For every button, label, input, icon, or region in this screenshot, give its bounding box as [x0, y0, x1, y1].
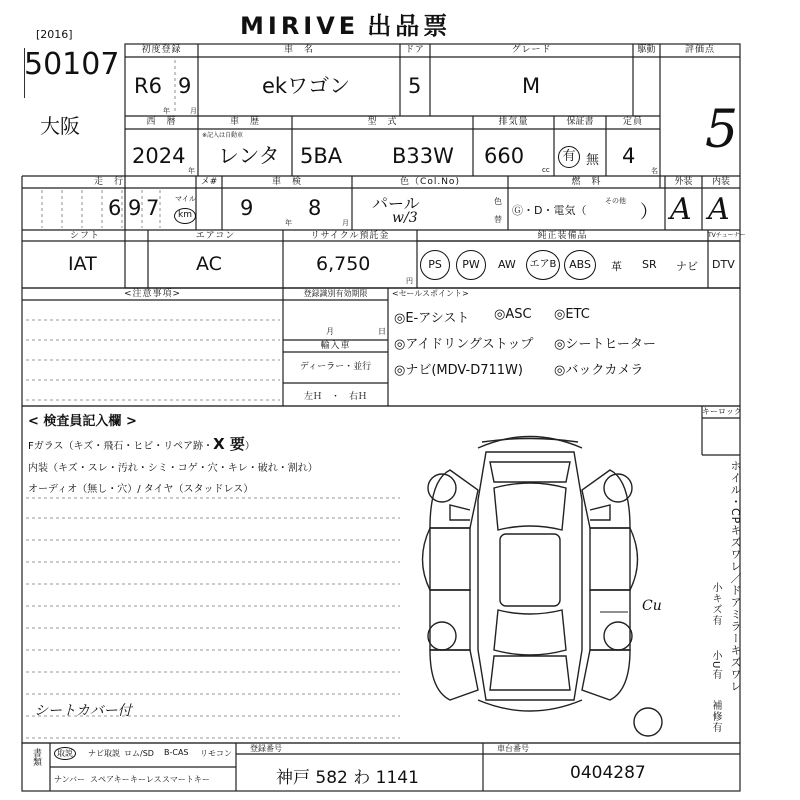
lot-margin-line — [24, 48, 26, 98]
first-reg-tsuki: 月 — [190, 107, 197, 115]
usage-note: ※記入は自動車 — [202, 132, 244, 139]
label-inspection: 車 検 — [271, 177, 302, 187]
warranty-yes: 有 — [558, 146, 580, 168]
equip-airbag: エアB — [526, 250, 560, 280]
wheel-front-left — [428, 474, 456, 502]
caution-label: <注意事項> — [123, 289, 182, 299]
grade: M — [522, 74, 541, 98]
fuel-other: その他 — [605, 197, 626, 205]
mileage-digit-1: 6 — [108, 196, 122, 220]
wheel-rear-right — [604, 622, 632, 650]
label-capacity: 定員 — [622, 117, 643, 127]
inspector-line-1-mark: X 要 — [213, 435, 245, 453]
wheel-front-right — [604, 474, 632, 502]
docs-smart-key: スマートキー — [162, 775, 210, 784]
docs-plate: ナンバー — [54, 775, 86, 784]
equip-dtv: DTV — [712, 258, 735, 271]
plate-label: 登録番号 — [250, 744, 282, 753]
inspection-year: 9 — [240, 196, 254, 220]
label-first-reg: 初度登録 — [141, 45, 182, 55]
mile-unit: マイル — [175, 195, 196, 203]
form-title: 出品票 — [367, 12, 452, 40]
sales-point-4: ◎アイドリングストップ — [394, 337, 534, 352]
usage: レンタ — [218, 144, 280, 168]
label-mileage: 走 行 — [93, 177, 124, 187]
reg-day: 日 — [378, 327, 386, 336]
side-note-sub-3: 補修有 — [710, 700, 721, 733]
inspector-line-1-end: ） — [244, 441, 255, 452]
import-dealer: ディーラー・並行 — [299, 362, 372, 372]
keylock-label: キーロック — [702, 407, 742, 416]
mileage-digit-2: 9 — [128, 196, 142, 220]
chassis-label: 車台番号 — [497, 744, 529, 753]
recycle-yen: 円 — [406, 277, 413, 285]
label-warranty: 保証書 — [566, 117, 594, 127]
label-fuel: 燃 料 — [571, 177, 602, 187]
color-side-1: 色 — [494, 197, 502, 206]
equip-ps: PS — [420, 250, 450, 280]
recycle-fee: 6,750 — [316, 253, 371, 275]
warranty-no: 無 — [586, 153, 600, 168]
roof — [500, 534, 560, 606]
docs-manual: 取説 — [54, 747, 76, 760]
type-prefix: 5BA — [300, 144, 343, 168]
label-meter: メ# — [200, 177, 218, 187]
label-aircon: エアコン — [195, 231, 236, 241]
spare-tire — [634, 708, 662, 736]
label-grade: グレード — [511, 45, 552, 55]
mileage-digit-3: 7 — [146, 196, 160, 220]
rear-bumper — [478, 700, 582, 711]
label-equipment: 純正装備品 — [537, 231, 588, 241]
import-steer: 左Ｈ ・ 右Ｈ — [303, 392, 367, 402]
equip-aw: AW — [498, 258, 516, 271]
label-type: 型 式 — [367, 117, 398, 127]
chassis-number: 0404287 — [570, 763, 646, 783]
docs-remote: リモコン — [200, 749, 232, 758]
side-note-main: ホイル・CPキズワレ／ドアミラーキズワレ — [729, 460, 742, 693]
displacement-unit: cc — [542, 166, 550, 174]
aircon: AC — [196, 253, 222, 275]
door-count: 5 — [408, 74, 422, 98]
fuel-close: ） — [640, 202, 658, 223]
label-door: ドア — [405, 45, 425, 55]
year-tag: [2016] — [36, 28, 73, 41]
lot-number: 50107 — [24, 47, 120, 82]
label-recycle: リサイクル預託金 — [310, 231, 390, 241]
inspection-nen: 年 — [285, 219, 292, 227]
first-reg-era: R6 — [134, 74, 162, 98]
model-year: 2024 — [132, 144, 186, 168]
inspector-line-3: オーディオ（無し・穴）/ タイヤ（スタッドレス） — [28, 484, 254, 495]
inspector-line-1 — [28, 433, 255, 454]
label-shift: シフト — [69, 231, 100, 241]
equip-leather: 革 — [611, 260, 622, 273]
color-code: w/3 — [392, 210, 418, 226]
reg-month: 月 — [326, 327, 334, 336]
inspector-line-1-text: Fガラス（キズ・飛石・ヒビ・リペア跡・ — [28, 441, 214, 452]
type-code: B33W — [392, 144, 454, 168]
brand-title — [240, 6, 451, 41]
inspection-tsuki: 月 — [342, 219, 349, 227]
docs-bcas: B-CAS — [164, 748, 189, 757]
label-drive: 駆動 — [637, 45, 656, 55]
diagram-damage-mark: Cu — [642, 598, 662, 614]
import-label: 輸入車 — [320, 341, 351, 351]
color-side-2: 替 — [494, 215, 502, 224]
equip-navi: ナビ — [676, 260, 698, 273]
sales-point-5: ◎シートヒーター — [554, 337, 656, 352]
equip-pw: PW — [456, 250, 486, 280]
label-model-year: 西 暦 — [146, 117, 177, 127]
score-handwritten: 5 — [705, 100, 739, 160]
sales-point-1: ◎E-アシスト — [394, 311, 470, 326]
label-exterior: 外装 — [674, 177, 693, 187]
venue: 大阪 — [40, 114, 80, 138]
equip-sr: SR — [642, 258, 657, 271]
rear-window — [494, 610, 566, 655]
inspector-title: < 検査員記入欄 > — [28, 414, 137, 429]
docs-navi-manual: ナビ取説 — [88, 749, 120, 758]
docs-label: 書類 — [31, 748, 41, 766]
first-reg-month: 9 — [178, 74, 192, 98]
km-unit: km — [174, 208, 196, 224]
docs-keyless: キーレス — [130, 775, 162, 784]
reg-expiry-label: 登録識別有効期限 — [303, 289, 368, 298]
sales-label: <セールスポイント> — [392, 289, 469, 298]
inspection-month: 8 — [308, 196, 322, 220]
capacity-unit: 名 — [651, 167, 658, 175]
label-tuner: TVチューナー — [708, 232, 746, 239]
windshield — [494, 483, 566, 530]
inspector-line-2: 内装（キズ・スレ・汚れ・シミ・コゲ・穴・キレ・破れ・割れ） — [28, 463, 318, 474]
interior-grade: A — [708, 192, 730, 227]
inspector-hand-note: シートカバー付 — [34, 703, 132, 719]
label-color: 色（Col.No) — [400, 177, 460, 187]
label-usage: 車 歴 — [229, 117, 260, 127]
exterior-grade: A — [670, 192, 692, 227]
equip-abs: ABS — [564, 250, 596, 280]
fuel-options: Ⓖ・D・電気（ — [512, 204, 587, 217]
wheel-rear-left — [428, 622, 456, 650]
label-score: 評価点 — [684, 45, 715, 55]
sales-point-3: ◎ETC — [554, 307, 590, 322]
capacity: 4 — [622, 144, 636, 168]
label-interior: 内装 — [711, 177, 730, 187]
first-reg-nen: 年 — [163, 107, 170, 115]
color: パール — [372, 194, 420, 213]
side-note-sub-1: 小キズ有 — [710, 582, 721, 626]
label-displacement: 排気量 — [498, 117, 529, 127]
displacement: 660 — [484, 144, 525, 168]
shift: IAT — [68, 253, 97, 275]
car-name: ekワゴン — [262, 74, 351, 98]
sales-point-2: ◎ASC — [494, 307, 532, 322]
model-year-nen: 年 — [188, 167, 195, 175]
side-note-sub-2: 小U有 — [710, 650, 721, 681]
equipment-list — [420, 250, 740, 280]
docs-rom-sd: ロム/SD — [124, 749, 154, 758]
sales-point-7: ◎バックカメラ — [554, 363, 644, 378]
plate-number: 神戸 582 わ 1141 — [276, 768, 419, 788]
label-car-name: 車 名 — [283, 45, 314, 55]
sales-point-6: ◎ナビ(MDV-D711W) — [394, 363, 523, 378]
brand-name: MIRIVE — [240, 12, 360, 40]
docs-spare-key: スペアキー — [90, 775, 130, 784]
